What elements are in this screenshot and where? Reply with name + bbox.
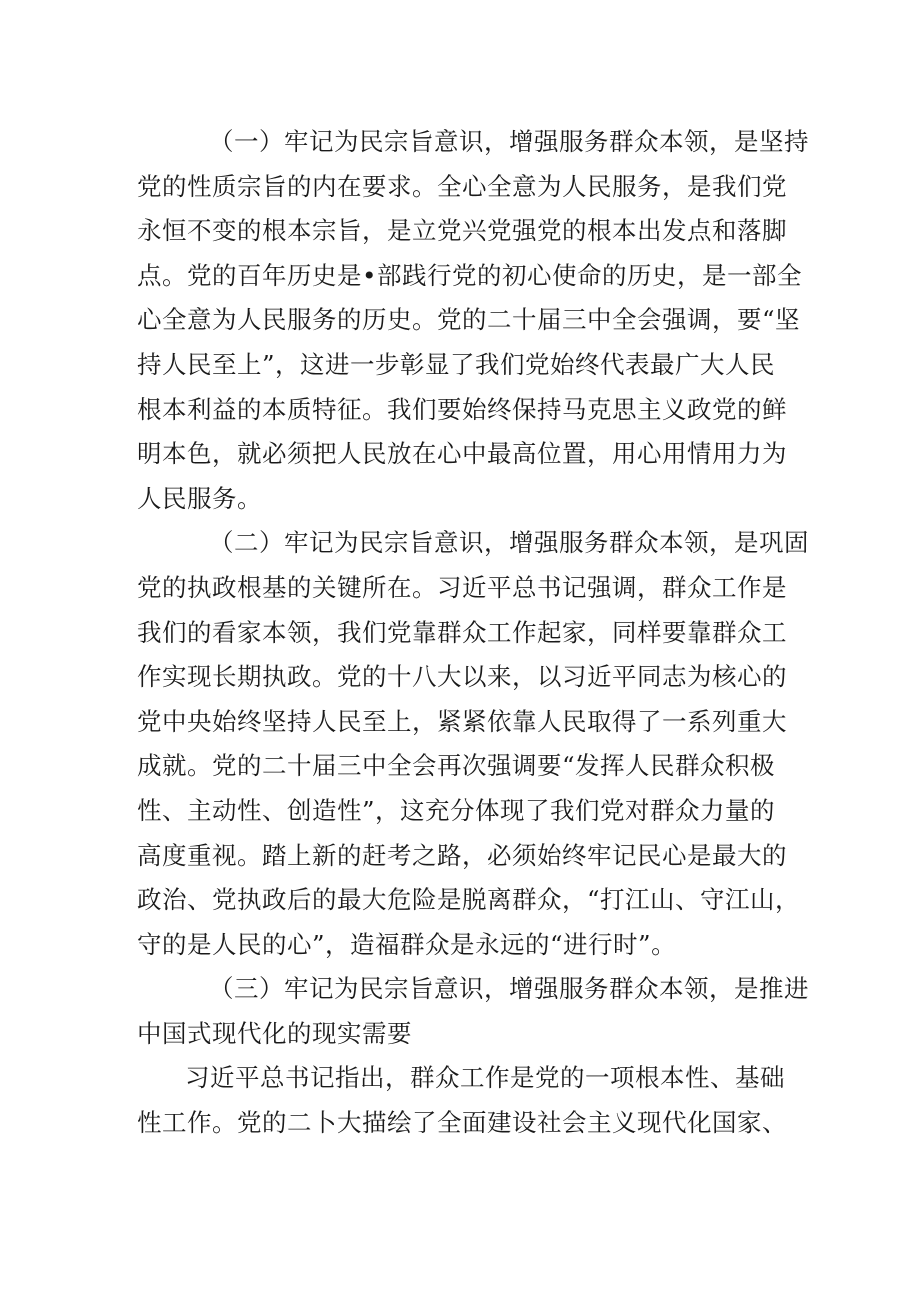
paragraph-1-line: 人民服务。	[137, 483, 262, 513]
paragraph-1-line: 持人民至上”，这进一步彰显了我们党始终代表最广大人民	[137, 349, 776, 379]
paragraph-2-line: 政治、党执政后的最大危险是脱离群众，“打江山、守江山，	[137, 885, 801, 915]
paragraph-1-heading-line: （一）牢记为民宗旨意识，增强服务群众本领，是坚持	[209, 127, 809, 156]
paragraph-1-line: 点。党的百年历史是•部践行党的初心使命的历史，是一部全	[137, 260, 802, 290]
paragraph-2-line: 党中央始终坚持人民至上，紧紧依靠人民取得了一系列重大	[137, 706, 787, 736]
paragraph-2-line: 性、主动性、创造性”，这充分体现了我们党对群众力量的	[137, 795, 776, 825]
paragraph-4-line: 习近平总书记指出，群众工作是党的一项根本性、基础	[185, 1063, 785, 1093]
paragraph-3-heading-line: （三）牢记为民宗旨意识，增强服务群众本领，是推进	[209, 974, 809, 1004]
paragraph-1-line: 心全意为人民服务的历史。党的二十届三中全会强调，要“坚	[137, 305, 801, 335]
paragraph-1-line: 党的性质宗旨的内在要求。全心全意为人民服务，是我们党	[137, 171, 787, 201]
paragraph-1-line: 明本色，就必须把人民放在心中最高位置，用心用情用力为	[137, 439, 787, 469]
document-body	[137, 120, 809, 1146]
paragraph-2-line: 高度重视。踏上新的赶考之路，必须始终牢记民心是最大的	[137, 840, 787, 870]
paragraph-3-heading-line: 中国式现代化的现实需要	[137, 1018, 412, 1048]
paragraph-2-heading-line: （二）牢记为民宗旨意识，增强服务群众本领，是巩固	[209, 528, 809, 558]
paragraph-2-line: 成就。党的二十届三中全会再次强调要“发挥人民群众积极	[137, 751, 776, 781]
paragraph-2-line: 我们的看家本领，我们党靠群众工作起家，同样要靠群众工	[137, 617, 787, 647]
paragraph-1-line: 永恒不变的根本宗旨，是立党兴党强党的根本出发点和落脚	[137, 216, 787, 246]
paragraph-4-line: 性工作。党的二卜大描绘了全面建设社会主义现代化国家、	[137, 1108, 787, 1138]
paragraph-2-line: 守的是人民的心”，造福群众是永远的“进行时”。	[137, 929, 677, 959]
paragraph-2-line: 党的执政根基的关键所在。习近平总书记强调，群众工作是	[137, 572, 787, 602]
paragraph-2-line: 作实现长期执政。党的十八大以来，以习近平同志为核心的	[137, 662, 787, 692]
paragraph-1-line: 根本利益的本质特征。我们要始终保持马克思主义政党的鲜	[137, 394, 787, 424]
